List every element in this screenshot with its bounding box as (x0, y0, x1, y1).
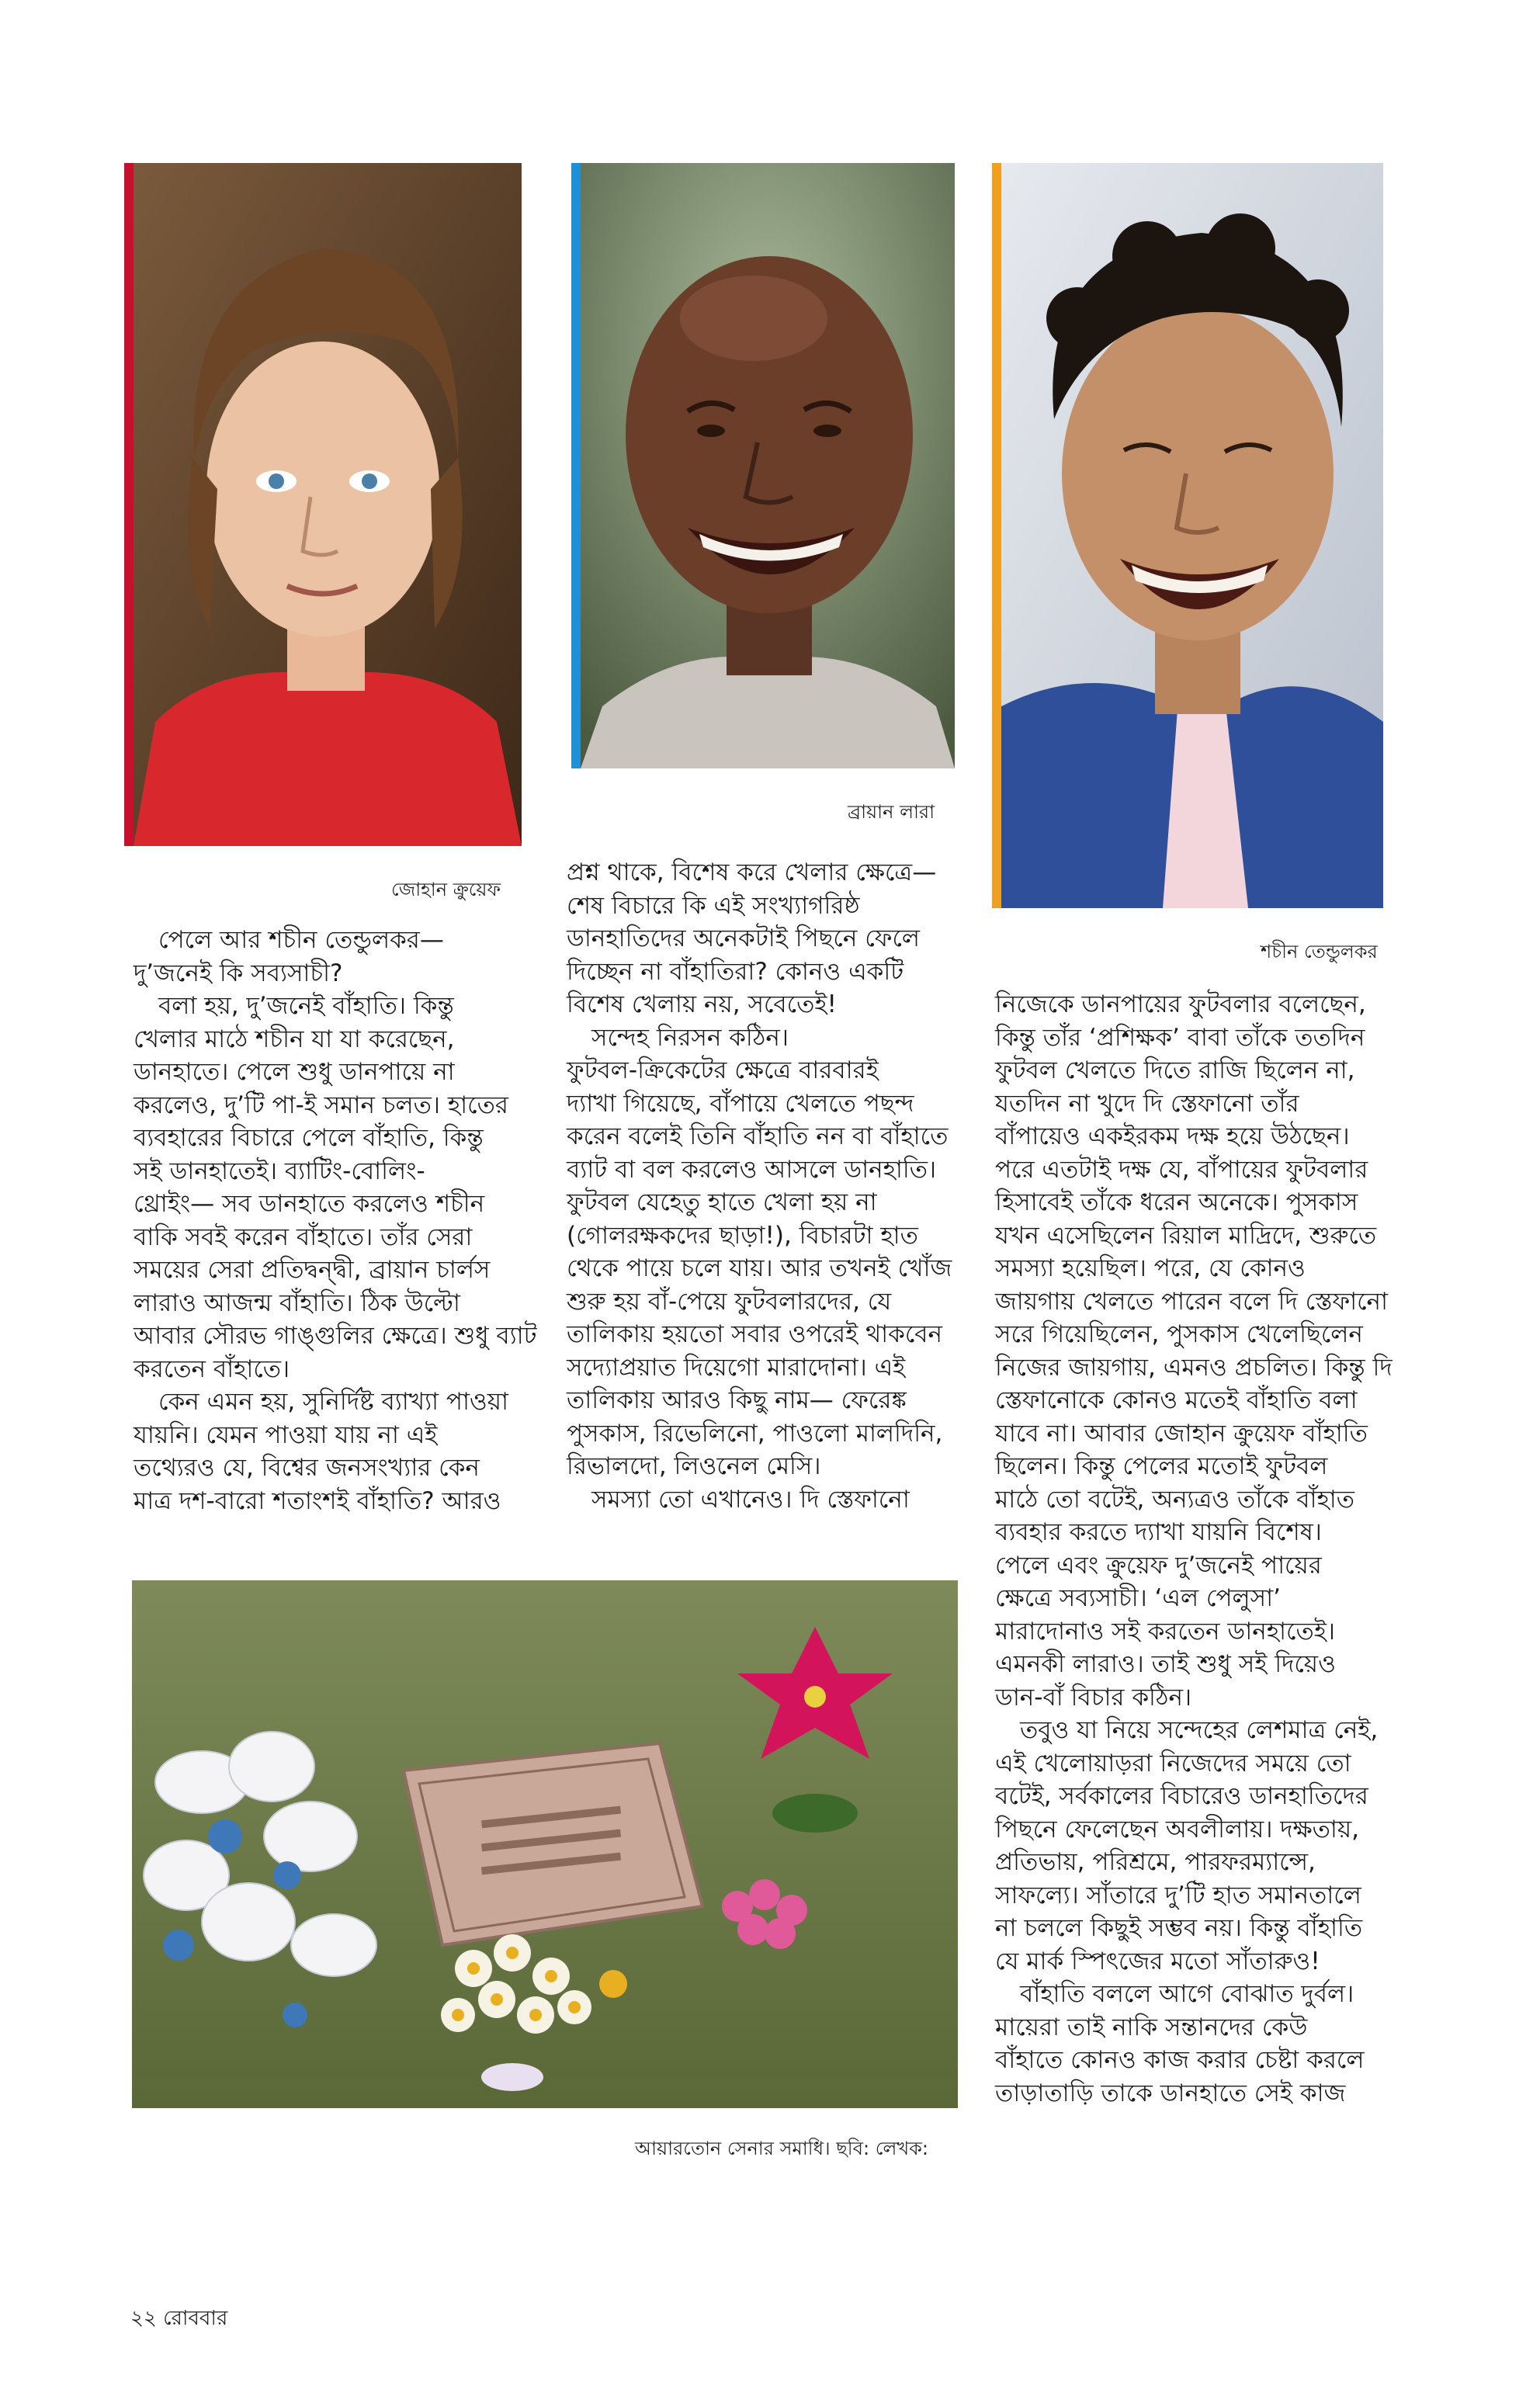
text-line: পেলে আর শচীন তেন্ডুলকর— (158, 926, 444, 954)
text-line: এমনকী লারাও। তাই শুধু সই দিয়েও (995, 1650, 1336, 1678)
cruyff-photo (124, 163, 522, 846)
text-line: বাকি সবই করেন বাঁহাতে। তাঁর সেরা (134, 1223, 473, 1251)
text-line: তালিকায় হয়তো সবার ওপরেই থাকবেন (567, 1320, 943, 1348)
text-line: ছিলেন। কিন্তু পেলের মতোই ফুটবল (995, 1452, 1328, 1480)
lara-portrait-illustration (571, 163, 955, 768)
grave-caption: আয়ারতোন সেনার সমাধি। ছবি: লেখক: (635, 2138, 928, 2159)
text-line: সমস্যা তো এখানেও। দি স্তেফানো (591, 1485, 910, 1514)
text-line: ফুটবল যেহেতু হাতে খেলা হয় না (567, 1188, 877, 1216)
text-line: পরে এতটাই দক্ষ যে, বাঁপায়ের ফুটবলার (995, 1155, 1368, 1184)
page-folio: ২২ রোববার (130, 2307, 228, 2330)
orange-accent-bar (992, 163, 1001, 908)
text-line: বাঁহাতে কোনও কাজ করার চেষ্টা করলে (995, 2046, 1365, 2074)
sachin-caption: শচীন তেন্ডুলকর (1261, 941, 1378, 962)
sachin-portrait-illustration (992, 163, 1383, 908)
lara-photo (571, 163, 955, 768)
text-line: যখন এসেছিলেন রিয়াল মাদ্রিদে, শুরুতে (995, 1221, 1377, 1250)
cruyff-caption: জোহান ক্রুয়েফ (391, 879, 501, 900)
text-line: বলা হয়, দু’জনেই বাঁহাতি। কিন্তু (158, 992, 454, 1020)
text-line: থ্রোইং— সব ডানহাতে করলেও শচীন (134, 1190, 485, 1218)
text-line: সদ্যোপ্রয়াত দিয়েগো মারাদোনা। এই (567, 1353, 906, 1382)
text-line: ডানহাতে। পেলে শুধু ডানপায়ে না (134, 1058, 455, 1086)
text-line: যাবে না। আবার জোহান ক্রুয়েফ বাঁহাতি (995, 1419, 1368, 1448)
text-line: প্রতিভায়, পরিশ্রমে, পারফরম্যান্সে, (995, 1848, 1316, 1876)
text-line: দিচ্ছেন না বাঁহাতিরা? কোনও একটি (567, 957, 904, 986)
text-line: জায়গায় খেলতে পারেন বলে দি স্তেফানো (995, 1287, 1389, 1316)
cruyff-portrait-illustration (124, 163, 522, 846)
text-line: শুরু হয় বাঁ-পেয়ে ফুটবলারদের, যে (567, 1287, 892, 1316)
text-line: লারাও আজন্ম বাঁহাতি। ঠিক উল্টো (134, 1288, 460, 1317)
text-line: মায়েরা তাই নাকি সন্তানদের কেউ (995, 2013, 1308, 2041)
text-line: দু’জনেই কি সব্যসাচী? (134, 959, 343, 987)
text-line: ব্যবহার করতে দ্যাখা যায়নি বিশেষ। (995, 1518, 1322, 1546)
article-column-1 (134, 924, 537, 1517)
sachin-photo (992, 163, 1383, 908)
text-line: প্রশ্ন থাকে, বিশেষ করে খেলার ক্ষেত্রে— (567, 858, 937, 886)
text-line: সরে গিয়েছিলেন, পুসকাস খেলেছিলেন (995, 1320, 1363, 1348)
text-line: মারাদোনাও সই করতেন ডানহাতেই। (995, 1617, 1335, 1646)
text-line: তবুও যা নিয়ে সন্দেহের লেশমাত্র নেই, (1020, 1716, 1379, 1744)
text-line: করেন বলেই তিনি বাঁহাতি নন বা বাঁহাতে (567, 1122, 949, 1150)
text-line: যতদিন না খুদে দি স্তেফানো তাঁর (995, 1089, 1299, 1118)
text-line: আবার সৌরভ গাঙ্গুলির ক্ষেত্রে। শুধু ব্যাট (134, 1322, 537, 1350)
text-line: তথ্যেরও যে, বিশ্বের জনসংখ্যার কেন (134, 1454, 480, 1482)
text-line: যায়নি। যেমন পাওয়া যায় না এই (134, 1420, 438, 1449)
text-line: পুসকাস, রিভেলিনো, পাওলো মালদিনি, (567, 1419, 943, 1448)
text-line: এই খেলোয়াড়রা নিজেদের সময়ে তো (995, 1749, 1351, 1777)
text-line: রিভালদো, লিওনেল মেসি। (567, 1452, 821, 1480)
grave-photo (132, 1580, 958, 2108)
text-line: সাফল্যে। সাঁতারে দু’টি হাত সমানতালে (995, 1881, 1361, 1909)
text-line: করতেন বাঁহাতে। (134, 1354, 290, 1383)
text-line: দ্যাখা গিয়েছে, বাঁপায়ে খেলতে পছন্দ (567, 1089, 914, 1118)
text-line: হিসাবেই তাঁকে ধরেন অনেকে। পুসকাস (995, 1188, 1358, 1216)
text-line: শেষ বিচারে কি এই সংখ্যাগরিষ্ঠ (567, 891, 860, 920)
text-line: ক্ষেত্রে সব্যসাচী। ‘এল পেলুসা’ (995, 1584, 1281, 1612)
text-line: কিন্তু তাঁর ‘প্রশিক্ষক’ বাবা তাঁকে ততদিন (995, 1023, 1365, 1052)
text-line: না চললে কিছুই সম্ভব নয়। কিন্তু বাঁহাতি (995, 1914, 1363, 1942)
blue-accent-bar (571, 163, 581, 768)
text-line: ব্যাট বা বল করলেও আসলে ডানহাতি। (567, 1155, 937, 1184)
text-line: স্তেফানোকে কোনও মতেই বাঁহাতি বলা (995, 1386, 1358, 1414)
text-line: ব্যবহারের বিচারে পেলে বাঁহাতি, কিন্তু (134, 1124, 484, 1152)
text-line: বটেই, সর্বকালের বিচারেও ডানহাতিদের (995, 1782, 1368, 1810)
text-line: যে মার্ক স্পিৎজের মতো সাঁতারুও! (995, 1947, 1320, 1975)
text-line: কেন এমন হয়, সুনির্দিষ্ট ব্যাখ্যা পাওয়া (158, 1388, 508, 1416)
text-line: সই ডানহাতেই। ব্যাটিং-বোলিং- (134, 1157, 425, 1185)
text-line: মাত্র দশ-বারো শতাংশই বাঁহাতি? আরও (134, 1486, 501, 1515)
text-line: করলেও, দু’টি পা-ই সমান চলত। হাতের (134, 1091, 508, 1119)
grave-flowers-illustration (132, 1580, 958, 2108)
text-line: ফুটবল-ক্রিকেটের ক্ষেত্রে বারবারই (567, 1056, 879, 1084)
article-column-2 (567, 856, 970, 1516)
article-column-3 (995, 988, 1430, 2110)
text-line: তাড়াতাড়ি তাকে ডানহাতে সেই কাজ (995, 2079, 1346, 2107)
text-line: ডানহাতিদের অনেকটাই পিছনে ফেলে (567, 924, 921, 952)
red-accent-bar (124, 163, 134, 846)
text-line: বাঁপায়েও একইরকম দক্ষ হয়ে উঠছেন। (995, 1122, 1350, 1150)
text-line: পিছনে ফেলেছেন অবলীলায়। দক্ষতায়, (995, 1815, 1360, 1843)
text-line: বিশেষ খেলায় নয়, সবেতেই! (567, 990, 837, 1018)
text-line: মাঠে তো বটেই, অন্যত্রও তাঁকে বাঁহাত (995, 1485, 1355, 1514)
text-line: তালিকায় আরও কিছু নাম— ফেরেঙ্ক (567, 1386, 907, 1414)
text-line: নিজেকে ডানপায়ের ফুটবলার বলেছেন, (995, 990, 1366, 1018)
text-line: পেলে এবং ক্রুয়েফ দু’জনেই পায়ের (995, 1551, 1322, 1580)
text-line: (গোলরক্ষকদের ছাড়া!), বিচারটা হাত (567, 1221, 918, 1250)
text-line: ডান-বাঁ বিচার কঠিন। (995, 1683, 1192, 1712)
lara-caption: ব্রায়ান লারা (848, 801, 935, 823)
text-line: সমস্যা হয়েছিল। পরে, যে কোনও (995, 1254, 1306, 1282)
text-line: বাঁহাতি বললে আগে বোঝাত দুর্বল। (1020, 1980, 1354, 2008)
text-line: খেলার মাঠে শচীন যা যা করেছেন, (134, 1025, 455, 1053)
text-line: সন্দেহ নিরসন কঠিন। (591, 1023, 789, 1052)
text-line: থেকে পায়ে চলে যায়। আর তখনই খোঁজ (567, 1254, 952, 1282)
text-line: নিজের জায়গায়, এমনও প্রচলিত। কিন্তু দি (995, 1353, 1393, 1382)
text-line: সময়ের সেরা প্রতিদ্বন্দ্বী, ব্রায়ান চার্লস (134, 1256, 491, 1284)
text-line: ফুটবল খেলতে দিতে রাজি ছিলেন না, (995, 1056, 1355, 1084)
